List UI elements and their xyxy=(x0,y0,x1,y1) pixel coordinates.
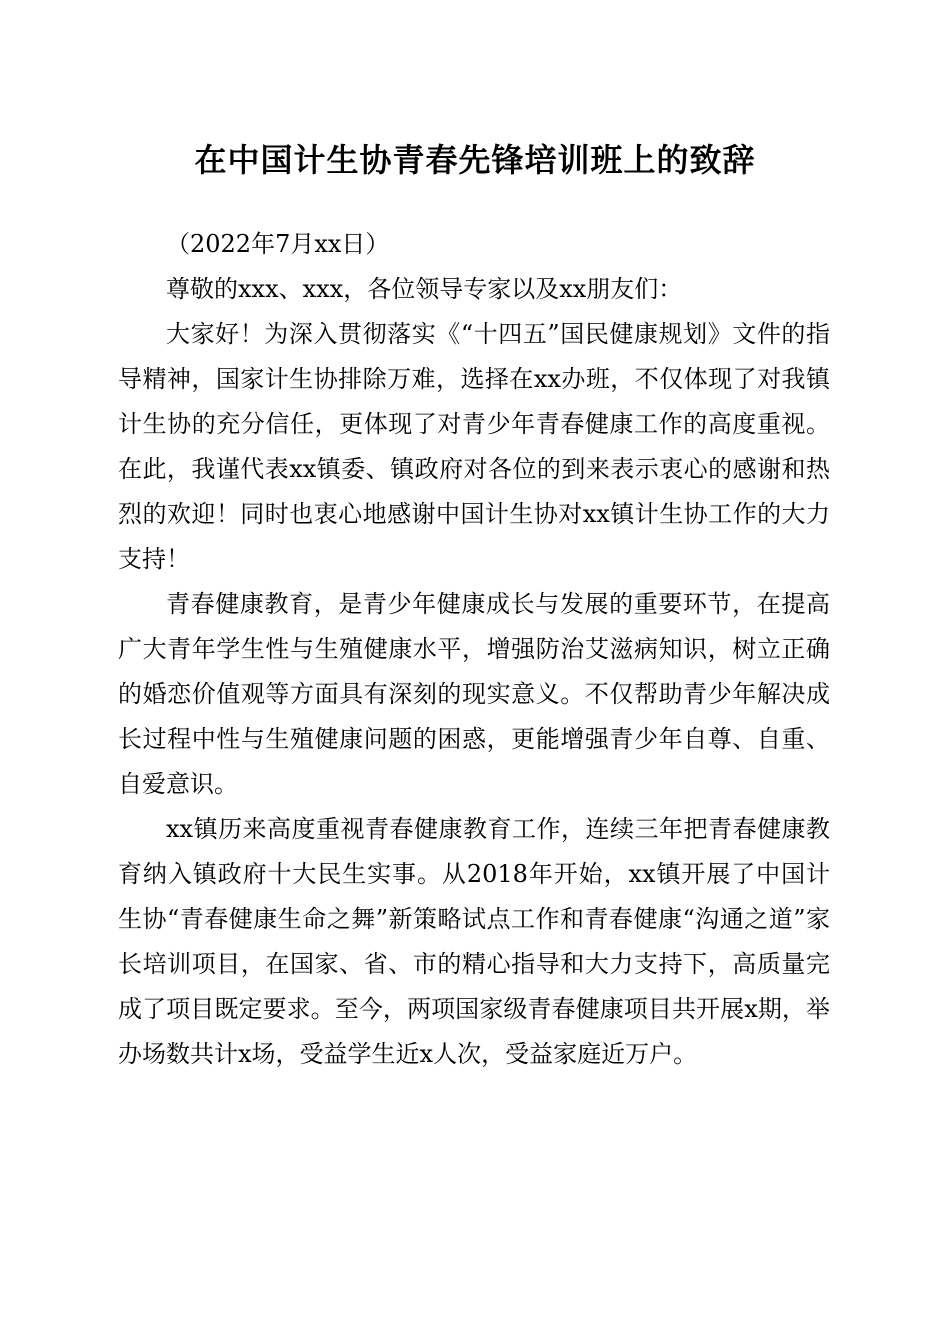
date-line: （2022年7月xx日） xyxy=(166,230,390,258)
paragraph: xx镇历来高度重视青春健康教育工作，连续三年把青春健康教育纳入镇政府十大民生实事。从2018年开始，xx镇开展了中国计生协“青春健康生命之舞”新策略试点工作和青春健康“沟通之道”家长培训项目，在国家、省、市的精心指导和大力支持下，高质量完成了项目既定要求。至今，两项国家级青春健康项目共开展x期，举办场数共计x场，受益学生近x人次，受益家庭近万户。 xyxy=(118,815,830,1068)
paragraph: 青春健康教育，是青少年健康成长与发展的重要环节，在提高广大青年学生性与生殖健康水平，增强防治艾滋病知识，树立正确的婚恋价值观等方面具有深刻的现实意义。不仅帮助青少年解决成长过程中性与生殖健康问题的困惑，更能增强青少年自尊、自重、自爱意识。 xyxy=(118,590,830,798)
document-body xyxy=(118,222,830,1077)
document-title: 在中国计生协青春先锋培训班上的致辞 xyxy=(194,141,756,179)
salutation: 尊敬的xxx、xxx，各位领导专家以及xx朋友们： xyxy=(166,275,683,303)
paragraph: 大家好！为深入贯彻落实《“十四五”国民健康规划》文件的指导精神，国家计生协排除万难，选择在xx办班，不仅体现了对我镇计生协的充分信任，更体现了对青少年青春健康工作的高度重视。在此，我谨代表xx镇委、镇政府对各位的到来表示衷心的感谢和热烈的欢迎！同时也衷心地感谢中国计生协对xx镇计生协工作的大力支持！ xyxy=(118,320,830,573)
